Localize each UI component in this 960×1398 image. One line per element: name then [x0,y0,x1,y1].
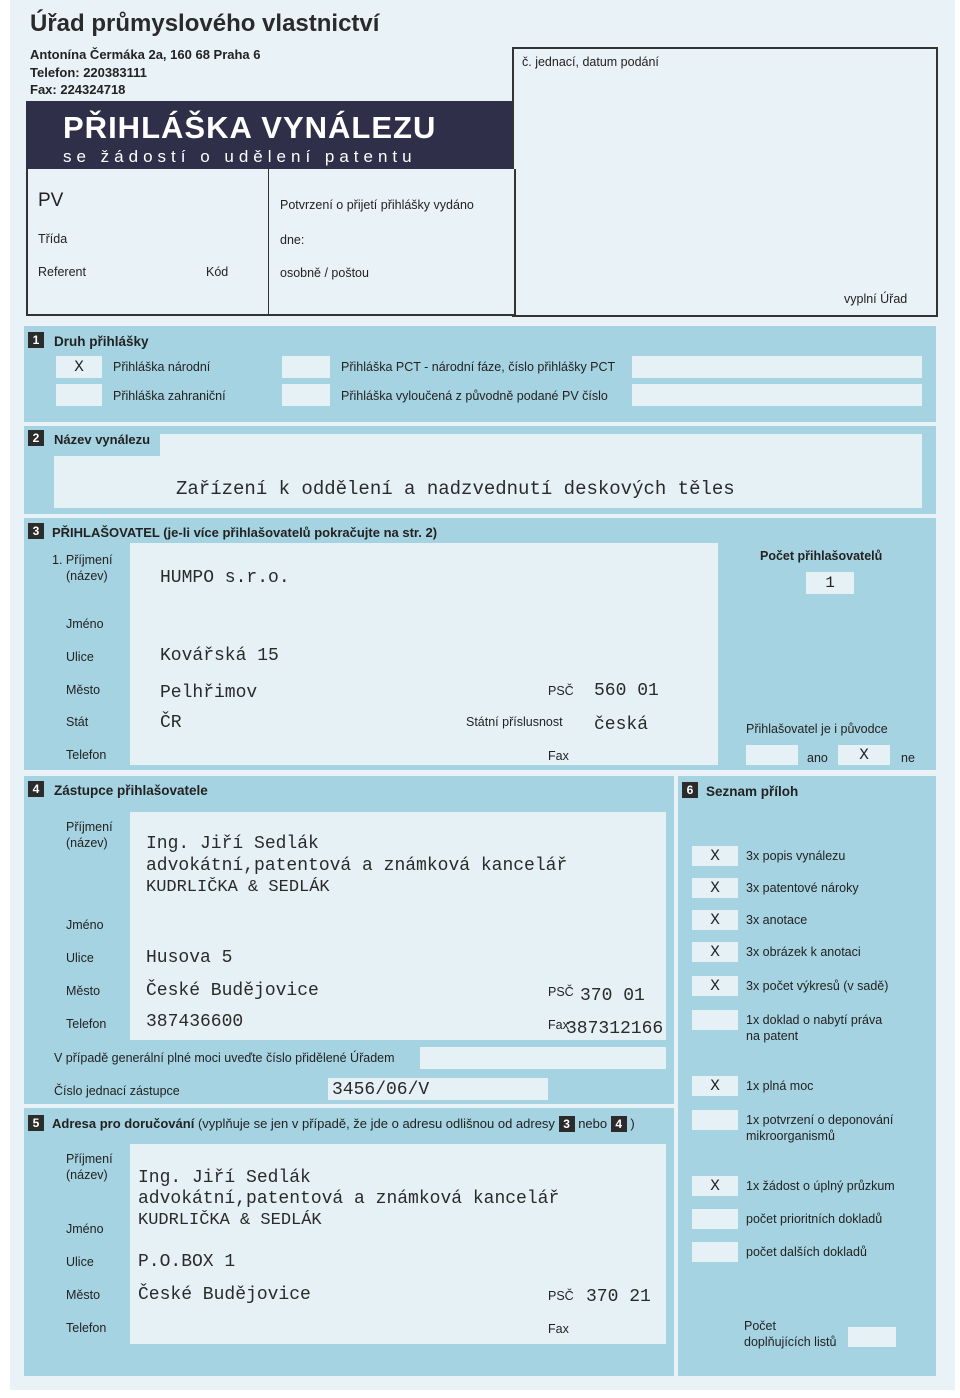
applicant-surname-label-1: 1. Příjmení [52,553,113,567]
applicant-state-label: Stát [66,715,89,729]
attachment-checkbox[interactable] [692,1209,738,1229]
rep-line-2[interactable]: advokátní,patentová a známková kancelář [146,856,568,876]
del-phone-label: Telefon [66,1321,107,1335]
originator-yes-checkbox[interactable] [746,745,798,765]
rep-zip-value[interactable]: 370 01 [580,986,645,1006]
confirm-label: Potvrzení o přijetí přihlášky vydáno [280,198,474,212]
del-city-value[interactable]: České Budějovice [138,1285,311,1305]
attachment-label: 3x počet výkresů (v sadě) [746,979,889,993]
attachment-checkbox[interactable]: X [692,878,738,898]
attachment-checkbox[interactable]: X [692,1076,738,1096]
applicant-fax-label: Fax [548,749,569,763]
filing-ref-label: č. jednací, datum podání [522,55,659,69]
attachment-label: 3x popis vynálezu [746,849,846,863]
del-fax-label: Fax [548,1322,569,1336]
referent-label: Referent [38,265,86,279]
rep-street-label: Ulice [66,951,94,965]
form-title: PŘIHLÁŠKA VYNÁLEZU [63,110,437,145]
section-2-number: 2 [28,430,44,446]
originator-yes-label: ano [807,751,828,765]
del-city-label: Město [66,1288,101,1302]
applicant-name-label: Jméno [66,617,104,631]
rep-surname-label-2: (název) [66,836,108,850]
separated-number-field[interactable] [632,384,922,406]
extra-sheets-label-2: doplňujících listů [744,1335,837,1349]
attachment-checkbox[interactable]: X [692,976,738,996]
rep-ref-value: 3456/06/V [332,1080,430,1100]
rep-phone-label: Telefon [66,1017,107,1031]
rep-street-value[interactable]: Husova 5 [146,948,233,968]
attachment-label: počet dalších dokladů [746,1245,867,1259]
national-checkbox[interactable]: X [56,356,102,378]
attachment-checkbox[interactable]: X [692,910,738,930]
section-5-ref-4: 4 [611,1116,627,1132]
del-line-2[interactable]: advokátní,patentová a známková kancelář [138,1189,560,1209]
attachment-label: 3x obrázek k anotaci [746,945,861,959]
del-street-label: Ulice [66,1255,94,1269]
section-5-or: nebo [578,1116,608,1131]
attachment-label-line-2: na patent [746,1029,799,1043]
attachment-label: 1x doklad o nabytí práva [746,1013,883,1027]
general-poa-label: V případě generální plné moci uveďte číslo přidělené Úřadem [54,1051,395,1065]
section-5-number: 5 [28,1115,44,1131]
del-line-1[interactable]: Ing. Jiří Sedlák [138,1168,311,1188]
rep-city-label: Město [66,984,101,998]
originator-label: Přihlašovatel je i původce [746,722,888,736]
section-4-number: 4 [28,781,44,797]
attachment-checkbox[interactable]: X [692,942,738,962]
originator-no-checkbox[interactable]: X [838,745,890,765]
filled-by-office-label: vyplní Úřad [844,292,908,306]
extra-sheets-field[interactable] [848,1327,896,1347]
foreign-checkbox[interactable] [56,384,102,406]
section-1-title: Druh přihlášky [54,334,149,349]
applicant-state-value[interactable]: ČR [160,713,182,733]
office-use-box [512,47,938,317]
delivery-method-label: osobně / poštou [280,266,369,280]
invention-title-value: Zařízení k oddělení a nadzvednutí deskových těles [176,478,735,500]
applicant-street-label: Ulice [66,650,94,664]
applicant-surname-label-2: (název) [66,569,108,583]
pv-divider [268,169,269,314]
class-label: Třída [38,232,68,246]
rep-line-3[interactable]: KUDRLIČKA & SEDLÁK [146,878,330,897]
general-poa-field[interactable] [420,1047,666,1069]
rep-line-1[interactable]: Ing. Jiří Sedlák [146,834,319,854]
section-4-title: Zástupce přihlašovatele [54,783,208,798]
application-form-page [10,0,955,1390]
originator-no-label: ne [901,751,915,765]
applicant-count-label: Počet přihlašovatelů [760,549,883,563]
attachment-checkbox[interactable] [692,1110,738,1130]
section-5-title-rest: (vyplňuje se jen v případě, že jde o adresu odlišnou od adresy [197,1116,555,1131]
pv-label: PV [38,190,64,211]
attachment-checkbox[interactable] [692,1242,738,1262]
office-name: Úřad průmyslového vlastnictví [30,10,380,37]
attachment-label: 1x potvrzení o deponování [746,1113,894,1127]
rep-city-value[interactable]: České Budějovice [146,981,319,1001]
attachment-label: 1x žádost o úplný průzkum [746,1179,895,1193]
attachment-checkbox[interactable]: X [692,846,738,866]
office-address: Antonína Čermáka 2a, 160 68 Praha 6 [30,47,261,62]
pct-label: Přihláška PCT - národní fáze, číslo přihlášky PCT [341,360,616,374]
applicant-city-label: Město [66,683,101,697]
date-label: dne: [280,233,305,247]
rep-fax-value[interactable]: 387312166 [566,1019,664,1039]
code-label: Kód [206,265,229,279]
office-phone: Telefon: 220383111 [30,65,147,80]
pct-checkbox[interactable] [282,356,330,378]
section-3-title: PŘIHLAŠOVATEL (je-li více přihlašovatelů pokračujte na str. 2) [52,525,438,540]
applicant-citizenship-label: Státní příslusnost [466,715,563,729]
form-subtitle: se žádostí o udělení patentu [63,147,417,166]
section-3-number: 3 [28,523,44,539]
rep-name-label: Jméno [66,918,104,932]
rep-fax-label: Fax [548,1018,569,1032]
applicant-zip-label: PSČ [548,684,574,698]
pv-box [26,169,516,316]
applicant-zip-value[interactable]: 560 01 [594,681,659,701]
foreign-label: Přihláška zahraniční [113,389,226,403]
attachment-label: 1x plná moc [746,1079,814,1093]
attachment-label-line-2: mikroorganismů [746,1129,835,1143]
applicant-surname-value[interactable]: HUMPO s.r.o. [160,568,290,588]
section-1-number: 1 [28,332,44,348]
del-street-value[interactable]: P.O.BOX 1 [138,1252,236,1272]
section-6-title: Seznam příloh [706,784,799,799]
del-surname-label-1: Příjmení [66,1152,113,1166]
del-zip-label: PSČ [548,1289,574,1303]
rep-ref-label: Číslo jednací zástupce [54,1084,180,1098]
applicant-citizenship-value[interactable]: česká [594,715,649,735]
extra-sheets-label-1: Počet [744,1319,776,1333]
office-fax: Fax: 224324718 [30,82,126,97]
section-5-close: ) [630,1116,635,1131]
del-surname-label-2: (název) [66,1168,108,1182]
del-name-label: Jméno [66,1222,104,1236]
section-5-title-bold: Adresa pro doručování [52,1116,195,1131]
applicant-city-value[interactable]: Pelhřimov [160,683,258,703]
applicant-phone-label: Telefon [66,748,107,762]
attachment-label: 3x patentové nároky [746,881,859,895]
section-5-title [52,1116,635,1132]
del-zip-value[interactable]: 370 21 [586,1287,651,1307]
attachment-checkbox[interactable]: X [692,1176,738,1196]
attachment-label: 3x anotace [746,913,808,927]
separated-label: Přihláška vyloučená z původně podané PV číslo [341,389,608,403]
applicant-count-field[interactable]: 1 [806,572,854,594]
separated-checkbox[interactable] [282,384,330,406]
rep-surname-label-1: Příjmení [66,820,113,834]
section-6-number: 6 [682,782,698,798]
attachment-checkbox[interactable] [692,1010,738,1030]
national-label: Přihláška národní [113,360,211,374]
section-2-title: Název vynálezu [54,432,151,447]
del-line-3[interactable]: KUDRLIČKA & SEDLÁK [138,1211,322,1230]
section-5-ref-3: 3 [559,1116,575,1132]
rep-zip-label: PSČ [548,985,574,999]
invention-title-field-top [160,434,922,458]
rep-phone-value[interactable]: 387436600 [146,1012,244,1032]
attachment-label: počet prioritních dokladů [746,1212,883,1226]
applicant-street-value[interactable]: Kovářská 15 [160,646,279,666]
pct-number-field[interactable] [632,356,922,378]
